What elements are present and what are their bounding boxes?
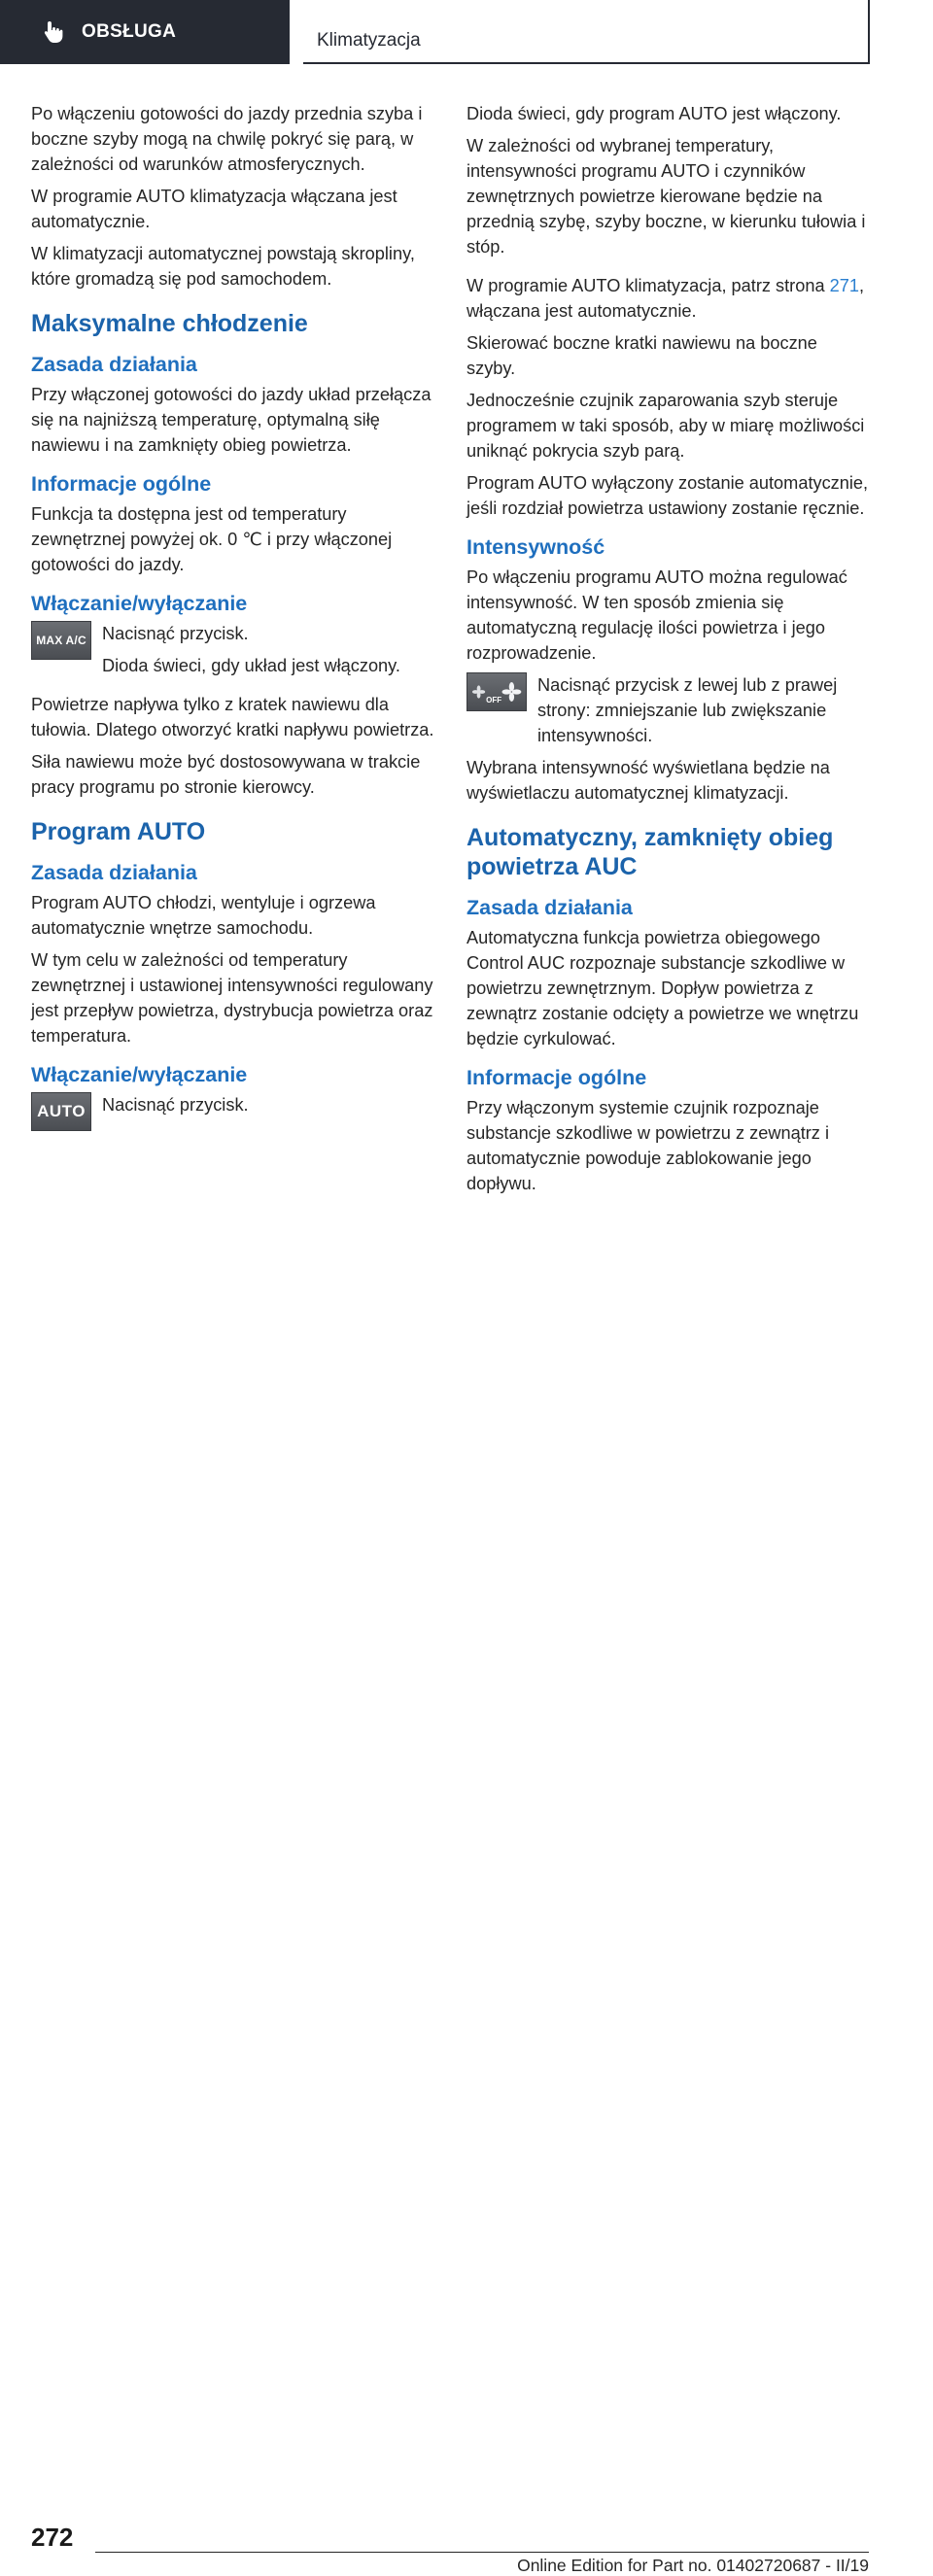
subsection-heading: Włączanie/wyłączanie xyxy=(31,1063,248,1086)
paragraph: W tym celu w zależności od temperatury zewnętrznej i ustawionej intensywności regulowany jest przepływ powietrza, dystrybucja powietrza oraz temperatura. xyxy=(31,950,433,1046)
hand-pointer-icon xyxy=(41,19,66,45)
page-footer xyxy=(0,1259,933,2575)
chapter-tab xyxy=(303,0,870,64)
footer-divider xyxy=(95,2552,869,2553)
chapter-title: Klimatyzacja xyxy=(317,30,421,51)
paragraph: Nacisnąć przycisk. xyxy=(102,624,249,643)
left-column xyxy=(31,101,439,1138)
paragraph: W programie AUTO klimatyzacja włączana jest automatycznie. xyxy=(31,187,397,231)
paragraph: Jednocześnie czujnik zaparowania szyb steruje programem w taki sposób, aby w miarę możliwości uniknąć pokrycia szyb parą. xyxy=(466,391,865,461)
paragraph: Dioda świeci, gdy układ jest włączony. xyxy=(102,656,400,675)
subsection-heading: Zasada działania xyxy=(31,861,197,884)
subsection-heading: Włączanie/wyłączanie xyxy=(31,592,248,615)
paragraph: Siła nawiewu może być dostosowywana w trakcie pracy programu po stronie kierowcy. xyxy=(31,752,421,797)
auto-button-image: AUTO xyxy=(31,1092,91,1131)
section-title: OBSŁUGA xyxy=(82,21,177,42)
paragraph: Funkcja ta dostępna jest od temperatury zewnętrznej powyżej ok. 0 ℃ i przy włączonej gotowości do jazdy. xyxy=(31,504,393,574)
button-instruction xyxy=(31,1092,439,1131)
fan-small-icon xyxy=(471,684,486,700)
paragraph: Skierować boczne kratki nawiewu na boczne szyby. xyxy=(466,333,817,378)
button-instruction xyxy=(466,672,871,748)
page-number: 272 xyxy=(31,2523,74,2552)
paragraph: Wybrana intensywność wyświetlana będzie na wyświetlaczu automatycznej klimatyzacji. xyxy=(466,758,830,803)
paragraph: W klimatyzacji automatycznej powstają skropliny, które gromadzą się pod samochodem. xyxy=(31,244,415,289)
paragraph: W zależności od wybranej temperatury, intensywności programu AUTO i czynników zewnętrznych powietrze kierowane będzie na przednią szybę, szyby boczne, w kierunku tułowia i stóp. xyxy=(466,136,866,257)
fan-large-icon xyxy=(501,681,522,703)
edition-note: Online Edition for Part no. 01402720687 - II/19 xyxy=(517,2556,869,2575)
paragraph: Dioda świeci, gdy program AUTO jest włączony. xyxy=(466,104,842,123)
reference-text: W programie AUTO klimatyzacja, patrz strona xyxy=(466,276,830,295)
paragraph: Program AUTO chłodzi, wentyluje i ogrzewa automatycznie wnętrze samochodu. xyxy=(31,893,376,938)
paragraph: Powietrze napływa tylko z kratek nawiewu dla tułowia. Dlatego otworzyć kratki napływu powietrza. xyxy=(31,695,434,739)
section-heading: Automatyczny, zamknięty obieg powietrza AUC xyxy=(466,824,834,880)
section-heading: Program AUTO xyxy=(31,818,206,845)
fan-off-label: OFF xyxy=(486,695,502,704)
button-instruction xyxy=(31,621,439,685)
page-header xyxy=(0,0,933,64)
paragraph: Program AUTO wyłączony zostanie automatycznie, jeśli rozdział powietrza ustawiony zostanie ręcznie. xyxy=(466,473,869,518)
subsection-heading: Informacje ogólne xyxy=(466,1066,647,1089)
paragraph: Po włączeniu programu AUTO można regulować intensywność. W ten sposób zmienia się automatyczną regulację ilości powietrza i jego rozprowadzenie. xyxy=(466,567,847,663)
right-column xyxy=(466,101,871,1203)
subsection-heading: Zasada działania xyxy=(31,353,197,376)
paragraph: Nacisnąć przycisk. xyxy=(102,1095,249,1115)
subsection-heading: Informacje ogólne xyxy=(31,472,212,496)
max-ac-button-image: MAX A/C xyxy=(31,621,91,660)
subsection-heading: Intensywność xyxy=(466,535,605,559)
paragraph: Po włączeniu gotowości do jazdy przednia szyba i boczne szyby mogą na chwilę pokryć się parą, w zależności od warunków atmosferycznych. xyxy=(31,104,423,174)
paragraph: Przy włączonym systemie czujnik rozpoznaje substancje szkodliwe w powietrzu z zewnątrz i automatycznie powoduje zablokowanie jego dopływu. xyxy=(466,1098,829,1193)
subsection-heading: Zasada działania xyxy=(466,896,633,919)
paragraph xyxy=(466,273,871,324)
reference-text: , włączana jest automatycznie. xyxy=(466,276,865,321)
paragraph: Przy włączonej gotowości do jazdy układ przełącza się na najniższą temperaturę, optymalną siłę nawiewu i na zamknięty obieg powietrza. xyxy=(31,385,432,455)
section-tab xyxy=(0,0,290,64)
paragraph: Nacisnąć przycisk z lewej lub z prawej strony: zmniejszanie lub zwiększanie intensywności. xyxy=(537,675,838,745)
paragraph: Automatyczna funkcja powietrza obiegowego Control AUC rozpoznaje substancje szkodliwe w powietrzu zewnętrznym. Dopływ powietrza z zewnątrz zostanie odcięty a powietrze we wnętrzu będzie cyrkulować. xyxy=(466,928,859,1048)
section-heading: Maksymalne chłodzenie xyxy=(31,310,308,337)
page-reference-link[interactable]: 271 xyxy=(829,276,859,295)
fan-button-image xyxy=(466,672,527,711)
